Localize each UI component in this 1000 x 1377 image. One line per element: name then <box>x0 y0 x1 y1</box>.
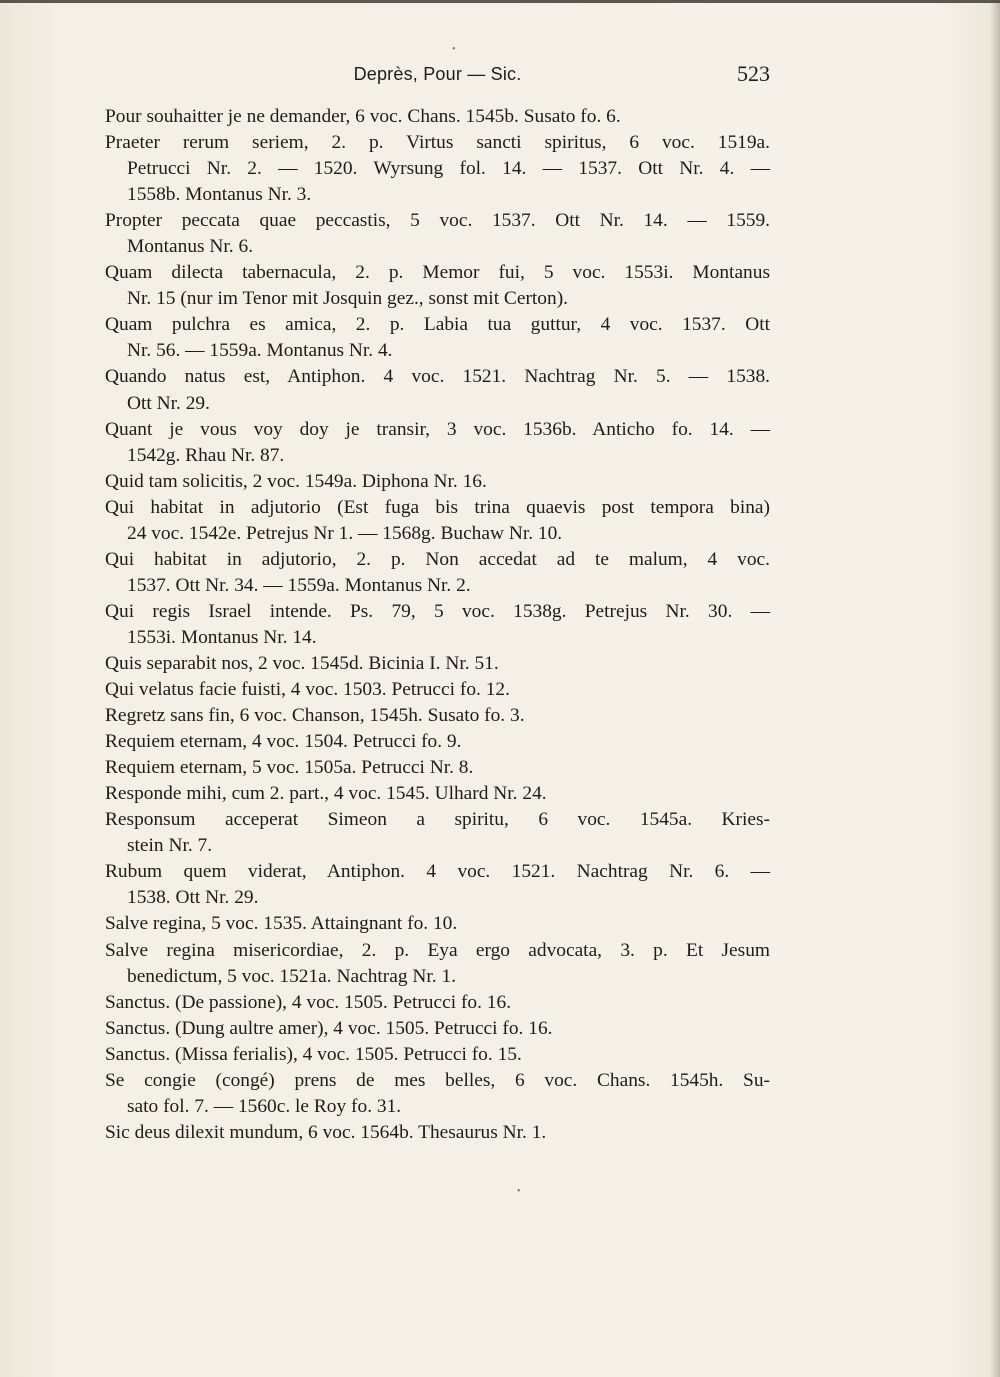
page-header <box>105 58 770 88</box>
index-entry <box>105 911 770 937</box>
print-speck: • <box>452 44 456 55</box>
entry-line: Pour souhaitter je ne demander, 6 voc. Chans. 1545b. Susato fo. 6. <box>105 106 621 127</box>
index-entry <box>105 130 770 208</box>
entry-line: Qui habitat in adjutorio, 2. p. Non accedat ad te malum, 4 voc. <box>105 548 770 570</box>
entry-continuation-line: stein Nr. 7. <box>127 835 213 857</box>
index-entry <box>105 677 770 703</box>
index-entry <box>105 312 770 364</box>
running-title: Deprès, Pour — Sic. <box>353 64 522 84</box>
index-entry <box>105 208 770 260</box>
entry-line: Praeter rerum seriem, 2. p. Virtus sancti spiritus, 6 voc. 1519a. <box>105 132 770 154</box>
entry-line: Se congie (congé) prens de mes belles, 6 voc. Chans. 1545h. Su- <box>105 1069 770 1091</box>
index-entry <box>105 703 770 729</box>
index-entry <box>105 781 770 807</box>
entry-continuation-line: 1537. Ott Nr. 34. — 1559a. Montanus Nr. 2. <box>127 574 471 596</box>
index-entry <box>105 260 770 312</box>
entry-line: Qui habitat in adjutorio (Est fuga bis trina quaevis post tempora bina) <box>105 496 770 518</box>
index-entry <box>105 651 770 677</box>
index-entry <box>105 807 770 859</box>
entry-line: Requiem eternam, 4 voc. 1504. Petrucci fo. 9. <box>105 731 462 753</box>
page-edge-shadow <box>990 0 1000 1377</box>
entry-continuation-line: sato fol. 7. — 1560c. le Roy fo. 31. <box>127 1095 402 1117</box>
entry-continuation-line: Petrucci Nr. 2. — 1520. Wyrsung fol. 14. — 1537. Ott Nr. 4. — <box>127 158 770 180</box>
entry-line: Quis separabit nos, 2 voc. 1545d. Bicinia I. Nr. 51. <box>105 652 499 674</box>
entry-line: Propter peccata quae peccastis, 5 voc. 1537. Ott Nr. 14. — 1559. <box>105 210 770 232</box>
entry-line: Quando natus est, Antiphon. 4 voc. 1521. Nachtrag Nr. 5. — 1538. <box>105 366 770 388</box>
entry-line: Qui regis Israel intende. Ps. 79, 5 voc. 1538g. Petrejus Nr. 30. — <box>105 600 770 622</box>
index-entry <box>105 1120 770 1146</box>
index-entry <box>105 104 770 130</box>
print-speck: • <box>517 1186 521 1197</box>
entry-continuation-line: 1542g. Rhau Nr. 87. <box>127 444 285 466</box>
entry-continuation-line: 1553i. Montanus Nr. 14. <box>127 626 317 648</box>
entry-line: Quid tam solicitis, 2 voc. 1549a. Diphona Nr. 16. <box>105 470 487 492</box>
entry-line: Sanctus. (De passione), 4 voc. 1505. Petrucci fo. 16. <box>105 991 512 1013</box>
entry-continuation-line: 24 voc. 1542e. Petrejus Nr 1. — 1568g. Buchaw Nr. 10. <box>127 522 563 544</box>
entry-line: Regretz sans fin, 6 voc. Chanson, 1545h. Susato fo. 3. <box>105 705 525 727</box>
entry-line: Requiem eternam, 5 voc. 1505a. Petrucci Nr. 8. <box>105 757 474 779</box>
entry-line: Quam dilecta tabernacula, 2. p. Memor fui, 5 voc. 1553i. Montanus <box>105 262 770 284</box>
index-entry <box>105 495 770 547</box>
entry-line: Quant je vous voy doy je transir, 3 voc. 1536b. Anticho fo. 14. — <box>105 418 770 440</box>
entry-line: Salve regina, 5 voc. 1535. Attaingnant fo. 10. <box>105 913 458 935</box>
entry-line: Sanctus. (Dung aultre amer), 4 voc. 1505. Petrucci fo. 16. <box>105 1017 553 1039</box>
page-number: 523 <box>737 61 770 86</box>
index-entry <box>105 547 770 599</box>
entry-continuation-line: Nr. 56. — 1559a. Montanus Nr. 4. <box>127 340 393 362</box>
index-entry <box>105 990 770 1016</box>
index-entry <box>105 599 770 651</box>
entry-continuation-line: 1538. Ott Nr. 29. <box>127 887 259 909</box>
index-entry <box>105 859 770 911</box>
entry-continuation-line: Ott Nr. 29. <box>127 392 210 414</box>
index-entry <box>105 1042 770 1068</box>
index-entry <box>105 755 770 781</box>
entry-continuation-line: Montanus Nr. 6. <box>127 236 254 258</box>
index-entry <box>105 469 770 495</box>
entry-line: Responsum acceperat Simeon a spiritu, 6 voc. 1545a. Kries- <box>105 809 770 831</box>
index-entry <box>105 417 770 469</box>
index-entry <box>105 1068 770 1120</box>
index-entry <box>105 364 770 416</box>
entry-line: Responde mihi, cum 2. part., 4 voc. 1545. Ulhard Nr. 24. <box>105 783 547 805</box>
top-edge-rule <box>0 0 1000 3</box>
entry-line: Quam pulchra es amica, 2. p. Labia tua guttur, 4 voc. 1537. Ott <box>105 314 770 336</box>
index-entry <box>105 1016 770 1042</box>
index-entry <box>105 729 770 755</box>
index-entries <box>105 104 770 1146</box>
entry-line: Qui velatus facie fuisti, 4 voc. 1503. Petrucci fo. 12. <box>105 679 510 701</box>
entry-continuation-line: 1558b. Montanus Nr. 3. <box>127 184 312 206</box>
entry-line: Sanctus. (Missa ferialis), 4 voc. 1505. Petrucci fo. 15. <box>105 1043 522 1065</box>
entry-continuation-line: Nr. 15 (nur im Tenor mit Josquin gez., sonst mit Certon). <box>127 288 569 310</box>
entry-continuation-line: benedictum, 5 voc. 1521a. Nachtrag Nr. 1. <box>127 965 457 987</box>
entry-line: Rubum quem viderat, Antiphon. 4 voc. 1521. Nachtrag Nr. 6. — <box>105 861 770 883</box>
entry-line: Salve regina misericordiae, 2. p. Eya ergo advocata, 3. p. Et Jesum <box>105 939 770 961</box>
entry-line: Sic deus dilexit mundum, 6 voc. 1564b. Thesaurus Nr. 1. <box>105 1121 547 1143</box>
index-entry <box>105 938 770 990</box>
